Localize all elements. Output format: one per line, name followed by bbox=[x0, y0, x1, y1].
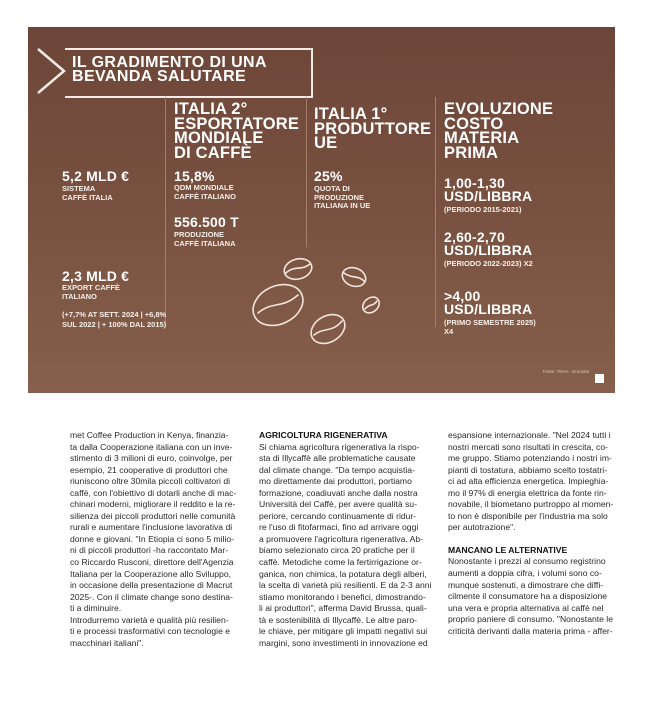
text-line: re l'uso di fitofarmaci, fino ad arrivare oggi bbox=[259, 522, 419, 533]
text-line: ti a diminuire. bbox=[70, 603, 122, 614]
source-credit: Fonte: TEHA - Eurostat bbox=[542, 369, 589, 374]
text-line: ci ad alta efficienza energetica. Impieghia- bbox=[448, 476, 609, 487]
producer-heading: ITALIA 1° PRODUTTORE UE bbox=[314, 105, 432, 152]
price-2015-value: 1,00-1,30 USD/LIBBRA bbox=[444, 175, 533, 204]
text-line: stimento di 3 milioni di euro, coinvolge, per bbox=[70, 453, 233, 464]
text-line: le chiave, per mitigare gli impatti negativi sui bbox=[259, 626, 428, 637]
text-line: in occasione della presentazione di Macrut bbox=[70, 580, 233, 591]
text-line: donne e giovani. "In Etiopia ci sono 5 milio- bbox=[70, 533, 235, 544]
text-line: esempio, 21 cooperative di produttori che bbox=[70, 464, 228, 475]
text-line: novabile, il biometano purtroppo al momen- bbox=[448, 499, 614, 510]
stat-export-label: EXPORT CAFFÈ ITALIANO bbox=[62, 283, 120, 301]
text-line: rurali e aumentare l'inclusione lavorativa di bbox=[70, 522, 233, 533]
stat-export-value: 2,3 MLD € bbox=[62, 268, 130, 284]
article-column-3 bbox=[448, 430, 624, 637]
stat-sistema-value: 5,2 MLD € bbox=[62, 168, 130, 184]
text-line: ni di piccoli produttori -ha raccontato Mar- bbox=[70, 545, 229, 556]
text-line: nostri mercati sono risultati in crescita, co- bbox=[448, 441, 608, 452]
price-2025-note: (PRIMO SEMESTRE 2025) X4 bbox=[444, 318, 536, 336]
text-line: per autotrazione". bbox=[448, 522, 516, 533]
eu-share-label: QUOTA DI PRODUZIONE ITALIANA IN UE bbox=[314, 184, 371, 210]
text-line: riuniscono oltre 30mila piccoli coltivatori di bbox=[70, 476, 231, 487]
paragraph bbox=[259, 442, 439, 650]
text-line: ta dalla Cooperazione italiana con un inve- bbox=[70, 441, 233, 452]
text-line: Italiana per la Cooperazione allo Sviluppo, bbox=[70, 568, 231, 579]
article-column-2 bbox=[259, 430, 439, 649]
eu-share-value: 25% bbox=[314, 168, 343, 184]
export-heading: ITALIA 2° ESPORTATORE MONDIALE DI CAFFÈ bbox=[174, 100, 300, 162]
text-line: sta di Illycaffè alle problematiche causate bbox=[259, 453, 416, 464]
text-line: formazione, coadiuvati anche dalla nostra bbox=[259, 487, 418, 498]
text-line: mo direttamente dai produttori, portiamo bbox=[259, 476, 412, 487]
divider-line bbox=[306, 97, 307, 247]
text-line: caffè, con l'obiettivo di dotarli anche di mac- bbox=[70, 487, 237, 498]
text-line: margini, sono investimenti in innovazione ed bbox=[259, 637, 428, 648]
text-line: met Coffee Production in Kenya, finanzia- bbox=[70, 430, 229, 440]
stat-sistema-label: SISTEMA CAFFÈ ITALIA bbox=[62, 184, 113, 202]
growth-note: (+7,7% AT SETT. 2024 | +6,8% SUL 2022 | + 100% DAL 2015) bbox=[62, 310, 167, 329]
text-line: Si chiama agricoltura rigenerativa la rispo- bbox=[259, 441, 420, 452]
text-line: to non è disponibile per l'industria ma solo bbox=[448, 510, 608, 521]
text-line: ganica, non chimica, la potatura degli alberi, bbox=[259, 568, 427, 579]
text-line: una vera e propria alternativa al caffè nel bbox=[448, 602, 604, 613]
text-line: 2025-. Con il climate change sono destina- bbox=[70, 591, 233, 602]
price-2015-note: (PERIODO 2015-2021) bbox=[444, 205, 522, 214]
text-line: proprio paniere di consumo. "Nonostante le bbox=[448, 614, 613, 625]
paragraph bbox=[448, 556, 624, 637]
qdm-label: QDM MONDIALE CAFFÈ ITALIANO bbox=[174, 183, 236, 201]
text-line: Introdurremo varietà e qualità più resilien- bbox=[70, 614, 229, 625]
text-line: aumenti a doppia cifra, i volumi sono co- bbox=[448, 568, 602, 579]
text-line: periore, cercando continuamente di ridur- bbox=[259, 510, 417, 521]
text-line: me gruppo. Stiamo potenziando i nostri im- bbox=[448, 453, 612, 464]
paragraph bbox=[448, 430, 624, 534]
divider-line bbox=[435, 97, 436, 327]
text-line: a promuovere l'agricoltura rigenerativa. Ab- bbox=[259, 533, 424, 544]
text-line: espansione internazionale. "Nel 2024 tutti i bbox=[448, 430, 611, 440]
text-line: pianti di tostatura, abbiamo scelto tostatri- bbox=[448, 464, 608, 475]
qdm-value: 15,8% bbox=[174, 168, 215, 184]
cost-heading: EVOLUZIONE COSTO MATERIA PRIMA bbox=[444, 100, 554, 162]
price-2022-value: 2,60-2,70 USD/LIBBRA bbox=[444, 229, 533, 258]
subheading-agricoltura: AGRICOLTURA RIGENERATIVA bbox=[259, 430, 388, 440]
production-label: PRODUZIONE CAFFÈ ITALIANA bbox=[174, 230, 236, 248]
infographic-title: IL GRADIMENTO DI UNA BEVANDA SALUTARE bbox=[72, 54, 267, 85]
production-value: 556.500 T bbox=[174, 214, 239, 230]
text-line: dal climate change. "Da tempo acquistia- bbox=[259, 464, 415, 475]
text-line: caffè. Metodiche come la fertirrigazione or- bbox=[259, 557, 422, 568]
text-line: chinari moderni, migliorare il reddito e la re- bbox=[70, 499, 236, 510]
text-line: li ai produttori", afferma David Brussa, quali- bbox=[259, 603, 427, 614]
text-line: biamo selezionato circa 20 pratiche per il bbox=[259, 545, 415, 556]
paragraph bbox=[70, 430, 246, 649]
text-line: Università del Caffè, per avere qualità su- bbox=[259, 499, 417, 510]
text-line: silienza dei piccoli produttori nelle comunità bbox=[70, 510, 236, 521]
price-2022-note: (PERIODO 2022-2023) X2 bbox=[444, 259, 533, 268]
end-mark bbox=[595, 374, 604, 383]
text-line: criticità derivanti dalla materia prima - affer- bbox=[448, 625, 613, 636]
subheading-alternative: MANCANO LE ALTERNATIVE bbox=[448, 544, 568, 555]
article-column-1 bbox=[70, 430, 246, 649]
text-line: munque sostenuti, a dimostrare che diffi- bbox=[448, 579, 604, 590]
infographic-panel bbox=[28, 27, 615, 393]
price-2025-value: >4,00 USD/LIBBRA bbox=[444, 288, 533, 317]
coffee-beans-icon bbox=[236, 247, 396, 357]
text-line: stiamo monitorando i benefici, dimostrando- bbox=[259, 591, 426, 602]
text-line: macchinari italiani". bbox=[70, 637, 144, 648]
text-line: cilmente il consumatore ha a disposizione bbox=[448, 591, 608, 602]
divider-line bbox=[165, 97, 166, 327]
text-line: ti e processi trasformativi con tecnologie e bbox=[70, 626, 231, 637]
text-line: mo il 97% di energia elettrica da fonte rin- bbox=[448, 487, 607, 498]
text-line: co Riccardo Rusconi, direttore dell'Agenzia bbox=[70, 557, 234, 568]
text-line: Nonostante i prezzi al consumo registrino bbox=[448, 556, 606, 567]
text-line: tà e sostenibilità di Illycaffè. Le altre paro- bbox=[259, 614, 417, 625]
text-line: la scelta di varietà più resilienti. E da 2-3 anni bbox=[259, 580, 432, 591]
